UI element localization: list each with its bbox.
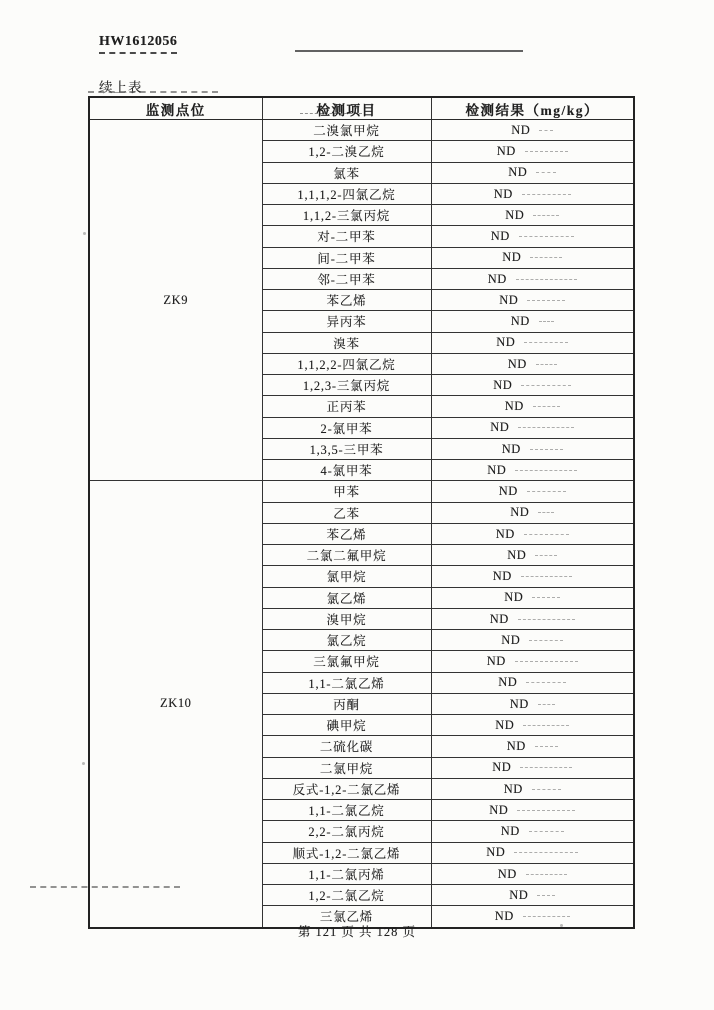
result-value: ND [487,271,507,286]
scan-artifact-dash [514,852,578,853]
column-header-monitoring-point: 监测点位 [89,97,262,120]
table-row [89,481,634,502]
result-cell [431,587,634,608]
test-item-cell: 对-二甲苯 [262,226,431,247]
result-value: ND [492,569,512,584]
column-header-test-item: 检测项目 [262,97,431,120]
continued-table-label: 续上表 [99,80,143,95]
test-item-cell: 三氯氟甲烷 [262,651,431,672]
result-value: ND [507,356,527,371]
result-cell [431,651,634,672]
test-item-cell: 1,1-二氯丙烯 [262,863,431,884]
result-cell [431,523,634,544]
test-item-cell: 乙苯 [262,502,431,523]
scan-artifact-dash [520,767,572,768]
scan-artifact-dash [539,130,553,131]
scan-artifact-dash [526,874,567,875]
test-item-cell: 溴甲烷 [262,608,431,629]
result-cell [431,120,634,141]
result-cell [431,800,634,821]
test-item-cell: 2-氯甲苯 [262,417,431,438]
result-value: ND [497,866,517,881]
scan-artifact-dash [532,597,560,598]
scan-artifact-dash [532,789,561,790]
scan-artifact-dash [538,704,555,705]
test-item-cell: 三氯乙烯 [262,906,431,928]
result-cell [431,290,634,311]
doc-number: HW1612056 [99,34,177,54]
scan-artifact-dash [525,151,568,152]
result-value: ND [506,739,526,754]
test-item-cell: 丙酮 [262,693,431,714]
result-value: ND [504,399,524,414]
result-value: ND [495,526,515,541]
result-cell [431,545,634,566]
test-item-cell: 1,2,3-三氯丙烷 [262,375,431,396]
result-cell [431,863,634,884]
page-footer: 第 121 页 共 128 页 [297,925,417,939]
test-item-cell: 二氯二氟甲烷 [262,545,431,566]
scan-artifact-dash [526,682,566,683]
result-cell [431,268,634,289]
test-item-cell: 氯苯 [262,162,431,183]
scan-artifact-dash [538,512,554,513]
result-cell [431,608,634,629]
result-cell [431,502,634,523]
result-value: ND [490,420,510,435]
result-value: ND [498,675,518,690]
result-value: ND [505,207,525,222]
scan-artifact-dash [529,831,564,832]
test-item-cell: 甲苯 [262,481,431,502]
scan-artifact-dash [515,470,577,471]
result-cell [431,311,634,332]
scan-artifact-dash [535,746,558,747]
result-value: ND [504,590,524,605]
table-row [89,120,634,141]
scan-artifact-dash [533,215,559,216]
test-item-cell: 间-二甲苯 [262,247,431,268]
test-item-cell: 顺式-1,2-二氯乙烯 [262,842,431,863]
result-cell [431,396,634,417]
scan-artifact-dash [535,555,557,556]
result-value: ND [495,717,515,732]
test-item-cell: 邻-二甲苯 [262,268,431,289]
result-cell [431,736,634,757]
test-item-cell: 2,2-二氯丙烷 [262,821,431,842]
table-header-row [89,97,634,120]
result-cell [431,226,634,247]
result-cell [431,842,634,863]
monitoring-point-cell: ZK9 [89,120,262,481]
result-cell [431,247,634,268]
result-cell [431,566,634,587]
test-item-cell: 氯乙烷 [262,630,431,651]
scan-artifact-dash [524,342,568,343]
test-item-cell: 1,3,5-三甲苯 [262,438,431,459]
result-value: ND [509,696,529,711]
scan-artifact-dash [518,619,575,620]
result-cell [431,205,634,226]
scan-artifact-dash [536,364,557,365]
scan-artifact-dash [527,300,565,301]
result-cell [431,672,634,693]
scan-artifact-dash [517,810,575,811]
scan-artifact-line [88,91,218,93]
result-value: ND [510,314,530,329]
scan-artifact-dash [523,916,570,917]
test-item-cell: 氯甲烷 [262,566,431,587]
result-cell [431,715,634,736]
result-cell [431,183,634,204]
test-item-cell: 1,1-二氯乙烷 [262,800,431,821]
scan-speck [83,232,86,235]
scan-artifact-dash [537,895,555,896]
result-value: ND [501,632,521,647]
result-cell [431,353,634,374]
result-cell [431,162,634,183]
result-value: ND [507,547,527,562]
result-cell [431,757,634,778]
scan-artifact-dash [515,661,578,662]
result-value: ND [511,122,531,137]
test-item-cell: 1,2-二氯乙烷 [262,885,431,906]
test-item-cell: 4-氯甲苯 [262,460,431,481]
result-value: ND [490,229,510,244]
test-item-cell: 二氯甲烷 [262,757,431,778]
test-item-cell: 二硫化碳 [262,736,431,757]
test-item-cell: 溴苯 [262,332,431,353]
result-value: ND [498,484,518,499]
result-value: ND [501,441,521,456]
result-value: ND [486,845,506,860]
test-item-cell: 1,1-二氯乙烯 [262,672,431,693]
result-value: ND [508,165,528,180]
result-value: ND [489,611,509,626]
test-item-cell: 异丙苯 [262,311,431,332]
result-value: ND [487,462,507,477]
result-cell [431,885,634,906]
result-value: ND [496,335,516,350]
result-cell [431,693,634,714]
result-value: ND [496,144,516,159]
result-value: ND [509,887,529,902]
scan-artifact-dash [521,385,571,386]
test-item-cell: 1,1,2-三氯丙烷 [262,205,431,226]
result-value: ND [493,186,513,201]
result-value: ND [503,781,523,796]
result-value: ND [499,292,519,307]
scan-artifact-dash [518,427,574,428]
test-item-cell: 正丙苯 [262,396,431,417]
result-cell [431,821,634,842]
scan-artifact-dash [523,725,569,726]
result-cell [431,141,634,162]
result-cell [431,460,634,481]
scan-artifact-dash [530,449,563,450]
scan-artifact-dash [533,406,560,407]
monitoring-point-cell: ZK10 [89,481,262,928]
result-value: ND [492,760,512,775]
column-header-test-result: 检测结果（mg/kg） [431,97,634,120]
test-item-cell: 氯乙烯 [262,587,431,608]
scan-artifact-dash [530,257,562,258]
result-value: ND [494,909,514,924]
test-item-cell: 碘甲烷 [262,715,431,736]
result-cell [431,481,634,502]
result-cell [431,438,634,459]
test-item-cell: 反式-1,2-二氯乙烯 [262,778,431,799]
scan-artifact-dash [522,194,571,195]
result-value: ND [502,250,522,265]
scan-artifact-dash [536,172,556,173]
result-cell [431,778,634,799]
scan-artifact-dash [539,321,554,322]
result-cell [431,417,634,438]
result-cell [431,375,634,396]
scan-artifact-dash [521,576,572,577]
test-item-cell: 二溴氯甲烷 [262,120,431,141]
result-cell [431,630,634,651]
scan-artifact-dash [524,534,569,535]
result-value: ND [500,824,520,839]
scan-artifact-dash [529,640,563,641]
monitoring-results-table [88,96,635,929]
result-value: ND [489,802,509,817]
test-item-cell: 苯乙烯 [262,523,431,544]
result-value: ND [510,505,530,520]
result-value: ND [486,654,506,669]
scan-artifact-dash [519,236,574,237]
scan-artifact-dash [527,491,566,492]
result-value: ND [493,377,513,392]
test-item-cell: 1,1,2,2-四氯乙烷 [262,353,431,374]
test-item-cell: 1,1,1,2-四氯乙烷 [262,183,431,204]
scan-speck [82,762,85,765]
scan-artifact-line [295,50,523,52]
test-item-cell: 苯乙烯 [262,290,431,311]
scan-artifact-dash [516,279,577,280]
result-cell [431,332,634,353]
test-item-cell: 1,2-二溴乙烷 [262,141,431,162]
